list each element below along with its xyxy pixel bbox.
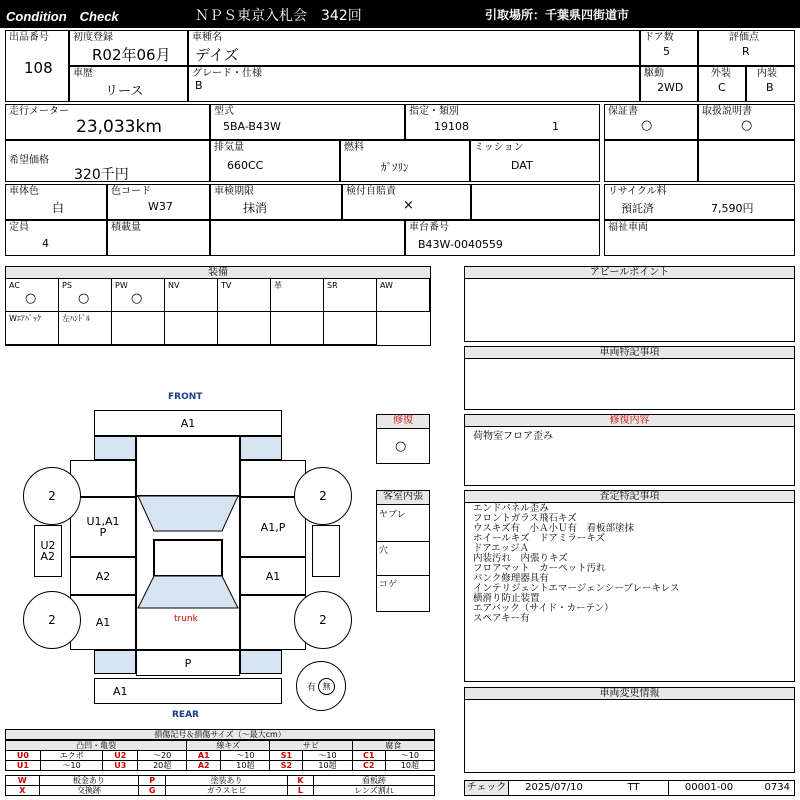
assessment-line: フロアマット カーペット汚れ <box>473 563 606 574</box>
recycle-status: 預託済 <box>621 202 654 215</box>
assessment-lines <box>473 504 680 624</box>
equipment-mark: ○ <box>131 291 143 306</box>
rear-label: REAR <box>172 710 199 720</box>
price-box: 希望価格 320千円 <box>5 140 210 182</box>
car-name: デイズ <box>195 46 239 64</box>
history: リース <box>105 84 144 99</box>
designation-box: 指定・類別 19108 1 <box>405 104 600 140</box>
legend-symbol-code: L <box>287 786 313 796</box>
inspection: 抹消 <box>243 201 268 215</box>
blank-box-2 <box>698 140 795 182</box>
legend-code: C2 <box>352 761 385 771</box>
cabin-divider-1 <box>377 541 429 542</box>
interior: B <box>766 81 774 94</box>
legend-desc: ～20 <box>138 751 187 761</box>
color-code-box: 色コード W37 <box>107 184 210 220</box>
equipment-cell <box>5 311 59 345</box>
recycle-fee: 7,590円 <box>711 202 754 215</box>
blank-box-1 <box>604 140 698 182</box>
car-name-box: 車種名 デイズ <box>188 30 640 66</box>
insurance-box: 検付自賠責 × <box>342 184 471 220</box>
fuel-box: 燃料 ｶﾞｿﾘﾝ <box>340 140 470 182</box>
grade-box: グレード・仕様 B <box>188 66 640 102</box>
legend-header: サビ <box>270 741 352 751</box>
legend-symbol-code: W <box>6 776 40 786</box>
legend-code: A1 <box>187 751 221 761</box>
legend-code: C1 <box>352 751 385 761</box>
assessment-panel <box>464 490 795 682</box>
equipment-label: PW <box>115 281 128 290</box>
legend-desc: ～10 <box>303 751 352 761</box>
mission: DAT <box>511 159 533 172</box>
assessment-line: フロントガラス飛石キズ <box>473 513 577 524</box>
equipment-cell <box>58 311 112 345</box>
price: 320千円 <box>74 167 129 183</box>
cabin-title: 客室内張 <box>377 491 429 505</box>
color-box: 車体色 白 <box>5 184 107 220</box>
equipment-label: TV <box>221 281 232 290</box>
recycle-box: リサイクル料 預託済 7,590円 <box>604 184 795 220</box>
equipment-label: NV <box>168 281 180 290</box>
damage-legend <box>5 729 435 796</box>
color: 白 <box>52 201 65 215</box>
score-box: 評価点 R <box>698 30 795 66</box>
equipment-cell <box>323 311 377 345</box>
right-side-panel <box>312 525 340 577</box>
front-label: FRONT <box>168 392 203 402</box>
spare-tire: 有 無 <box>296 661 346 711</box>
left-front-door: U1,A1 P <box>70 497 136 557</box>
rear-bumper: A1 <box>94 678 282 704</box>
cabin-item-burn: コゲ <box>379 580 398 590</box>
assessment-line: 内装汚れ 内張りキズ <box>473 553 568 564</box>
assessment-line: パンク修理器具有 <box>473 573 549 584</box>
cabin-item-tear: ヤブレ <box>379 510 406 520</box>
designation: 19108 <box>434 120 469 133</box>
legend-symbols <box>5 775 435 796</box>
equipment-label: AW <box>380 281 393 290</box>
legend-symbol-code: P <box>139 776 166 786</box>
changes-title: 車両変更情報 <box>465 688 794 700</box>
headlight-right <box>240 436 282 460</box>
taillight-left <box>94 650 136 674</box>
fuel: ｶﾞｿﾘﾝ <box>381 161 409 174</box>
right-front-door: A1,P <box>240 497 306 557</box>
changes-panel <box>464 687 795 773</box>
equipment-cell <box>164 278 218 312</box>
assessment-title: 査定特記事項 <box>465 491 794 503</box>
chassis-box: 車台番号 B43W-0040559 <box>405 220 600 256</box>
legend-code: A2 <box>187 761 221 771</box>
insurance: × <box>403 198 414 213</box>
manual: ○ <box>741 118 753 133</box>
category: 1 <box>552 120 559 133</box>
legend-symbol-desc: 塗装あり <box>166 776 288 786</box>
assessment-line: ドアエッジＡ <box>473 543 530 554</box>
footer-bar <box>464 780 795 796</box>
legend-symbol-desc: 交換跡 <box>39 786 138 796</box>
equipment-mark: ○ <box>78 291 90 306</box>
equipment-cell <box>164 311 218 345</box>
equipment-panel <box>5 266 431 346</box>
legend-title: 損傷記号＆損傷サイズ（～最大cm） <box>5 729 435 740</box>
assessment-line: インテリジェントエマージェンシーブレーキレス <box>473 583 680 594</box>
legend-symbol-desc: 看板跡 <box>314 776 435 786</box>
equipment-label: SR <box>327 281 338 290</box>
equipment-cell <box>270 311 324 345</box>
load-box: 積載量 <box>107 220 210 256</box>
rear-panel: P <box>136 650 240 676</box>
repair-detail-title: 修復内容 <box>465 415 794 427</box>
equipment-title: 装備 <box>6 267 430 279</box>
footer-number: 0734 <box>764 782 790 793</box>
equipment-label: Wｴｱﾊﾞｯｸ <box>9 314 41 323</box>
wheel-rear-left: 2 <box>23 591 81 649</box>
legend-header: 腐食 <box>352 741 435 751</box>
doors-box: ドア数 5 <box>640 30 698 66</box>
left-rear-fender: A1 <box>70 595 136 650</box>
assessment-line: エンドパネル歪み <box>473 503 549 514</box>
repair-detail-panel <box>464 414 795 486</box>
headlight-left <box>94 436 136 460</box>
equipment-cell <box>217 278 271 312</box>
legend-symbol-code: X <box>6 786 40 796</box>
spare-mark-icon: 無 <box>318 678 335 695</box>
displacement-box: 排気量 660CC <box>210 140 340 182</box>
footer-code: 00001-00 <box>684 782 734 793</box>
legend-desc: 20超 <box>138 761 187 771</box>
blank-box-4 <box>210 220 405 256</box>
interior-box: 内装 B <box>746 66 795 102</box>
legend-code: U0 <box>6 751 41 761</box>
header-bar <box>0 0 800 28</box>
lot-number: 108 <box>24 59 53 77</box>
special-panel <box>464 346 795 410</box>
legend-desc: エクボ <box>40 751 102 761</box>
assessment-line: スペアキー有 <box>473 613 530 624</box>
capacity: 4 <box>42 237 49 250</box>
equipment-cell <box>111 278 165 312</box>
warranty-box: 保証書 ○ <box>604 104 698 140</box>
taillight-right <box>240 650 282 674</box>
lot-box: 出品番号 108 <box>5 30 69 102</box>
check-label: チェック <box>465 781 509 795</box>
legend-desc: 10超 <box>303 761 352 771</box>
legend-symbol-desc: ガラスヒビ <box>166 786 288 796</box>
repair-mark: ○ <box>395 439 407 454</box>
legend-symbol-code: G <box>139 786 166 796</box>
exterior: C <box>718 81 726 94</box>
legend-symbol-code: K <box>287 776 313 786</box>
equipment-label: 左ﾊﾝﾄﾞﾙ <box>62 314 90 323</box>
assessment-line: ホイールキズ ドアミラーキズ <box>473 533 606 544</box>
left-side-panel: U2 A2 <box>34 525 62 577</box>
inspection-box: 車検期限 抹消 <box>210 184 342 220</box>
assessment-line: 横滑り防止装置 <box>473 593 540 604</box>
color-code: W37 <box>148 200 173 213</box>
legend-desc: 10超 <box>385 761 434 771</box>
legend-code: S2 <box>270 761 303 771</box>
first-reg: R02年06月 <box>92 46 171 64</box>
legend-header: 線キズ <box>187 741 270 751</box>
appeal-title: アピールポイント <box>465 267 794 279</box>
doors: 5 <box>663 45 670 58</box>
hood <box>136 436 240 496</box>
legend-header: 凸凹・亀裂 <box>6 741 187 751</box>
legend-symbol-desc: 板金あり <box>39 776 138 786</box>
mileage: 23,033km <box>76 117 162 137</box>
legend-symbol-desc: レンズ割れ <box>314 786 435 796</box>
cabin-glass <box>136 496 240 650</box>
score: R <box>742 45 750 58</box>
right-rear-door: A1 <box>240 557 306 595</box>
wheel-front-right: 2 <box>294 467 352 525</box>
assessment-line: ウスキズ有 小Ａ小Ｕ有 看板部塗抹 <box>473 523 635 534</box>
legend-code: U2 <box>103 751 138 761</box>
warranty: ○ <box>641 118 653 133</box>
left-rear-door: A2 <box>70 557 136 595</box>
equipment-cell <box>58 278 112 312</box>
equipment-cell <box>111 311 165 345</box>
wheel-rear-right: 2 <box>294 591 352 649</box>
legend-desc: ～10 <box>221 751 270 761</box>
logo: Condition Check <box>6 9 119 24</box>
legend-code: U3 <box>103 761 138 771</box>
repair-title: 修復 <box>377 415 429 429</box>
chassis: B43W-0040559 <box>418 238 503 251</box>
checker: TT <box>599 781 669 795</box>
capacity-box: 定員 4 <box>5 220 107 256</box>
appeal-panel <box>464 266 795 342</box>
car-diagram <box>0 385 376 725</box>
wheel-front-left: 2 <box>23 467 81 525</box>
special-title: 車両特記事項 <box>465 347 794 359</box>
repair-detail-text: 荷物室フロア歪み <box>473 431 553 442</box>
history-box: 車歴 リース <box>69 66 188 102</box>
pickup-location: 引取場所：千葉県四街道市 <box>485 8 630 22</box>
mission-box: ミッション DAT <box>470 140 600 182</box>
blank-box-3 <box>471 184 600 220</box>
equipment-cell <box>5 278 59 312</box>
welfare-box: 福祉車両 <box>604 220 795 256</box>
cabin-divider-2 <box>377 575 429 576</box>
trunk-label: trunk <box>174 614 198 624</box>
legend-table <box>5 740 435 771</box>
drive-box: 駆動 2WD <box>640 66 698 102</box>
check-date: 2025/07/10 <box>525 782 583 793</box>
manual-box: 取扱説明書 ○ <box>698 104 795 140</box>
equipment-cell <box>217 311 271 345</box>
legend-desc: ～10 <box>385 751 434 761</box>
equipment-label: PS <box>62 281 72 290</box>
drive: 2WD <box>657 81 684 94</box>
model: 5BA-B43W <box>223 120 281 133</box>
first-reg-box: 初度登録 R02年06月 <box>69 30 188 66</box>
equipment-cell <box>270 278 324 312</box>
legend-code: S1 <box>270 751 303 761</box>
legend-desc: ～10 <box>40 761 102 771</box>
assessment-line: エアバック（サイド・カーテン） <box>473 603 614 614</box>
repair-box <box>376 414 430 464</box>
model-box: 型式 5BA-B43W <box>210 104 405 140</box>
equipment-label: 革 <box>274 281 282 290</box>
equipment-cell <box>323 278 377 312</box>
equipment-label: AC <box>9 281 20 290</box>
cabin-item-hole: 穴 <box>379 546 389 556</box>
mileage-box: 走行メーター 23,033km <box>5 104 210 140</box>
cabin-box <box>376 490 430 612</box>
auction-title: ＮＰＳ東京入札会 342回 <box>195 8 362 24</box>
displacement: 660CC <box>227 159 264 172</box>
grade: B <box>195 79 203 92</box>
equipment-cell <box>376 278 430 312</box>
exterior-box: 外装 C <box>698 66 746 102</box>
legend-desc: 10超 <box>221 761 270 771</box>
legend-code: U1 <box>6 761 41 771</box>
front-bumper: A1 <box>94 410 282 436</box>
equipment-mark: ○ <box>25 291 37 306</box>
